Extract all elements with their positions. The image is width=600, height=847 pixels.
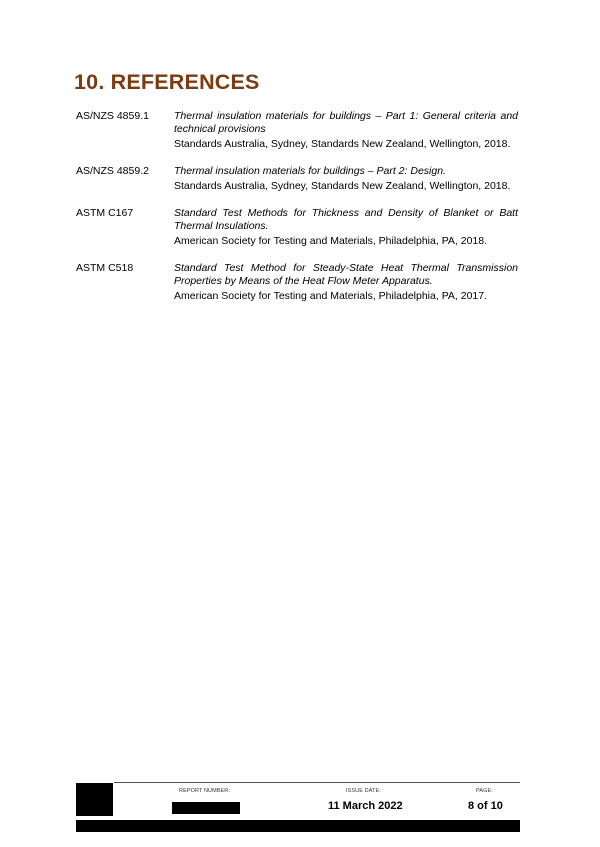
issue-date-value: 11 March 2022 bbox=[328, 800, 403, 812]
report-number-label: REPORT NUMBER: bbox=[179, 788, 231, 794]
reference-code: ASTM C518 bbox=[76, 262, 134, 274]
reference-code: AS/NZS 4859.2 bbox=[76, 165, 149, 177]
reference-item bbox=[76, 207, 518, 248]
page-number: 8 of 10 bbox=[468, 800, 503, 812]
reference-title: Standard Test Methods for Thickness and Density of Blanket or Batt Thermal Insulations. bbox=[174, 207, 518, 232]
reference-code: ASTM C167 bbox=[76, 207, 134, 219]
reference-publisher: American Society for Testing and Materials, Philadelphia, PA, 2017. bbox=[174, 290, 488, 302]
reference-body bbox=[174, 165, 518, 193]
footer-divider bbox=[114, 782, 520, 783]
issue-date-label: ISSUE DATE: bbox=[346, 788, 381, 794]
reference-title: Thermal insulation materials for buildings – Part 2: Design. bbox=[174, 165, 446, 177]
logo-redacted bbox=[76, 783, 113, 816]
reference-title: Thermal insulation materials for buildings – Part 1: General criteria and technical provisions bbox=[174, 110, 518, 135]
section-heading: 10. REFERENCES bbox=[74, 70, 260, 94]
reference-item bbox=[76, 262, 518, 303]
reference-code: AS/NZS 4859.1 bbox=[76, 110, 149, 122]
reference-body bbox=[174, 207, 518, 248]
reference-publisher: Standards Australia, Sydney, Standards New Zealand, Wellington, 2018. bbox=[174, 180, 511, 192]
page-footer bbox=[76, 782, 520, 832]
reference-title: Standard Test Method for Steady-State Heat Thermal Transmission Properties by Means of the Heat Flow Meter Apparatus. bbox=[174, 262, 518, 287]
report-number-redacted bbox=[172, 802, 240, 814]
reference-publisher: American Society for Testing and Materials, Philadelphia, PA, 2018. bbox=[174, 235, 488, 247]
reference-body bbox=[174, 262, 518, 303]
footer-bar-redacted bbox=[76, 820, 520, 832]
reference-body bbox=[174, 110, 518, 151]
reference-item bbox=[76, 165, 518, 193]
references-list bbox=[76, 110, 518, 317]
reference-publisher: Standards Australia, Sydney, Standards New Zealand, Wellington, 2018. bbox=[174, 138, 511, 150]
reference-item bbox=[76, 110, 518, 151]
page-label: PAGE: bbox=[476, 788, 493, 794]
